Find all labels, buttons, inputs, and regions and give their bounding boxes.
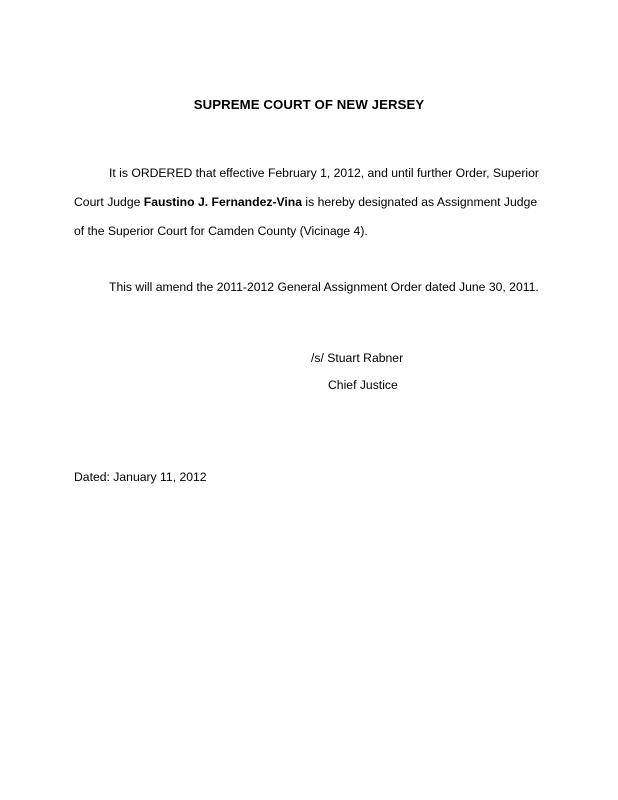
order-line-2-suffix: is hereby designated as Assignment Judge — [302, 195, 538, 209]
judge-name: Faustino J. Fernandez-Vina — [143, 195, 303, 209]
order-line-1: It is ORDERED that effective February 1, 2012, and until further Order, Superior — [109, 166, 539, 180]
signature-name: /s/ Stuart Rabner — [311, 351, 404, 365]
amendment-text: This will amend the 2011-2012 General Assignment Order dated June 30, 2011. — [109, 280, 539, 294]
signature-title: Chief Justice — [328, 378, 398, 392]
order-line-2 — [74, 195, 537, 209]
order-line-2-prefix: Court Judge — [74, 195, 144, 209]
document-title: SUPREME COURT OF NEW JERSEY — [193, 97, 425, 112]
dated-line: Dated: January 11, 2012 — [74, 470, 207, 484]
order-line-3: of the Superior Court for Camden County (Vicinage 4). — [74, 224, 368, 238]
